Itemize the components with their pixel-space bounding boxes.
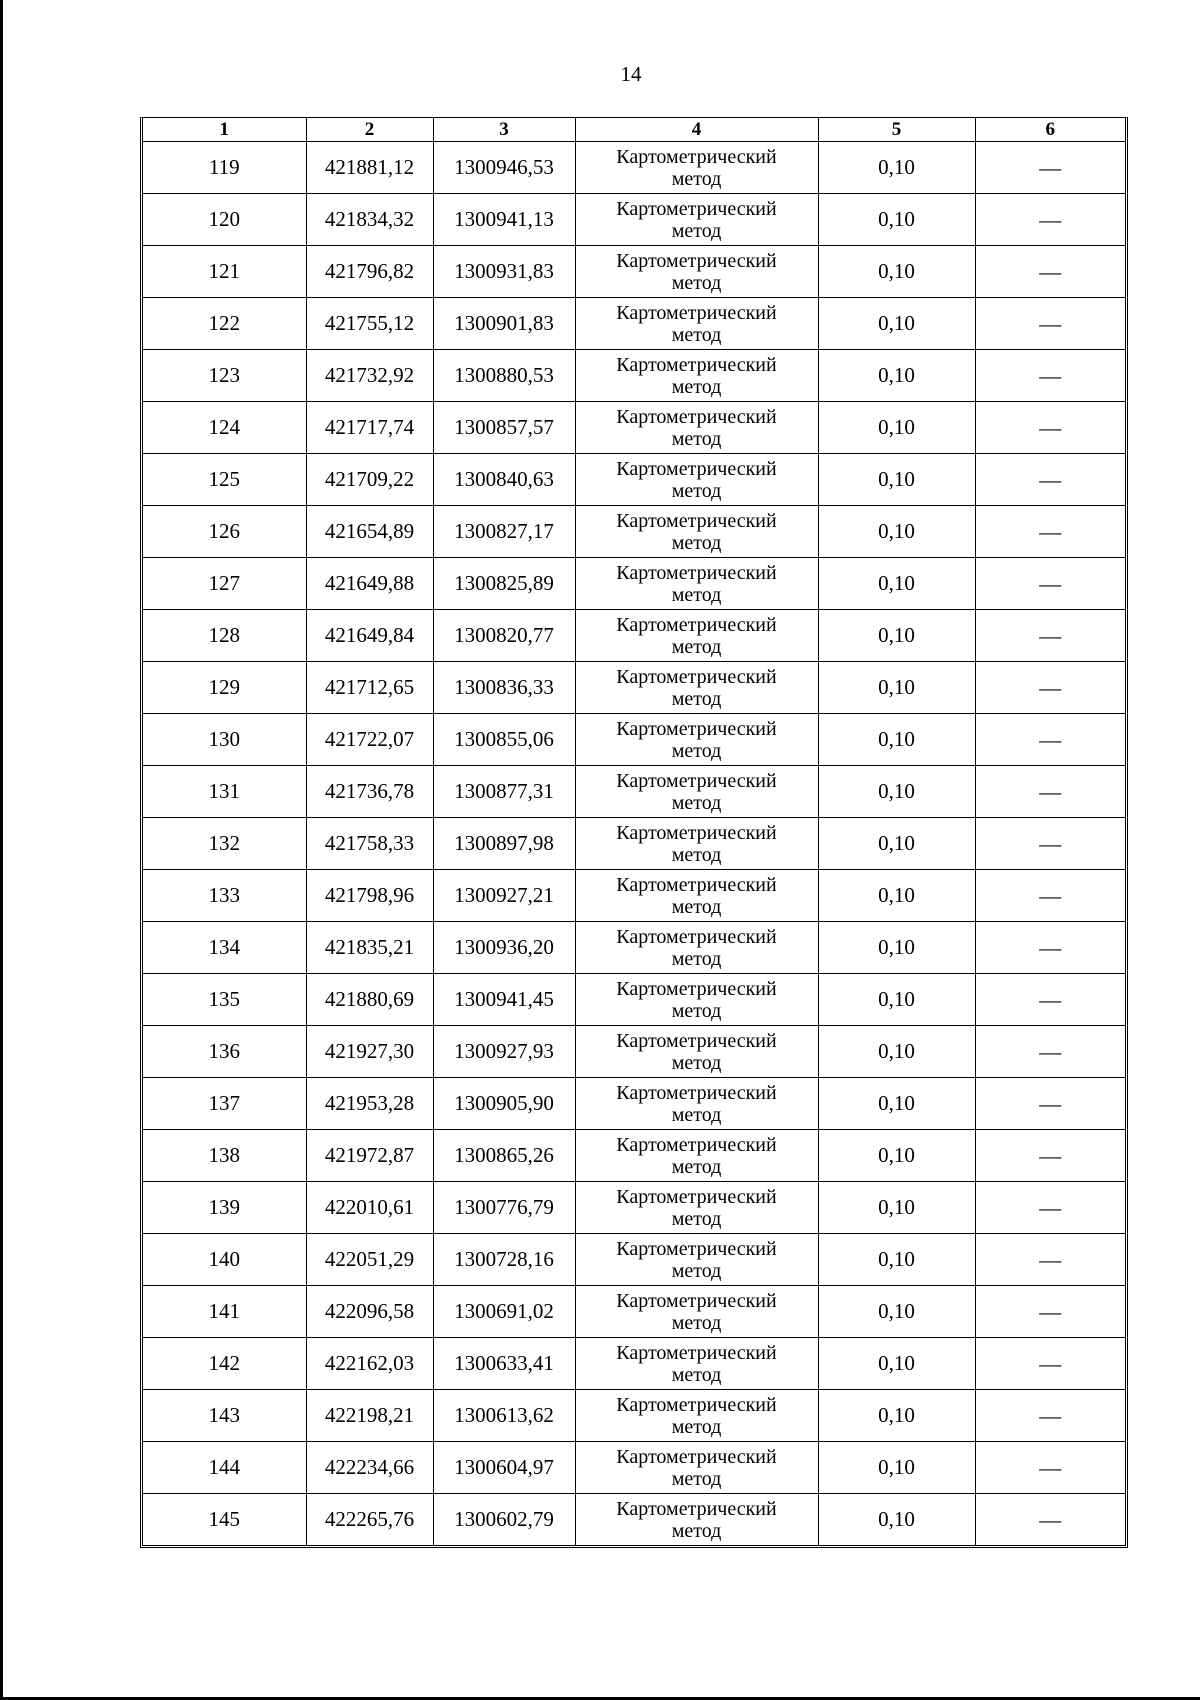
point-number-cell: 136 xyxy=(143,1026,306,1078)
method-line-2: метод xyxy=(671,323,722,346)
method-cell xyxy=(575,1078,818,1130)
note-cell: — xyxy=(975,818,1125,870)
column-header-6: 6 xyxy=(975,118,1125,142)
point-number-cell: 134 xyxy=(143,922,306,974)
point-number-cell: 142 xyxy=(143,1338,306,1390)
table-body xyxy=(143,142,1125,1546)
method-line-2: метод xyxy=(671,1207,722,1230)
y-coordinate-cell: 1300776,79 xyxy=(433,1182,575,1234)
table-row xyxy=(143,1338,1125,1390)
table-row xyxy=(143,558,1125,610)
x-coordinate-cell: 422010,61 xyxy=(306,1182,433,1234)
y-coordinate-cell: 1300936,20 xyxy=(433,922,575,974)
x-coordinate-cell: 421953,28 xyxy=(306,1078,433,1130)
table-row xyxy=(143,1078,1125,1130)
table-row xyxy=(143,1286,1125,1338)
method-line-1: Картометрический xyxy=(616,145,777,168)
point-number-cell: 139 xyxy=(143,1182,306,1234)
table-header-row xyxy=(143,118,1125,142)
note-cell: — xyxy=(975,1390,1125,1442)
note-cell: — xyxy=(975,974,1125,1026)
accuracy-cell: 0,10 xyxy=(818,1442,975,1494)
x-coordinate-cell: 422051,29 xyxy=(306,1234,433,1286)
method-line-2: метод xyxy=(671,635,722,658)
y-coordinate-cell: 1300865,26 xyxy=(433,1130,575,1182)
point-number-cell: 127 xyxy=(143,558,306,610)
method-line-1: Картометрический xyxy=(616,769,777,792)
accuracy-cell: 0,10 xyxy=(818,1390,975,1442)
accuracy-cell: 0,10 xyxy=(818,870,975,922)
x-coordinate-cell: 421717,74 xyxy=(306,402,433,454)
method-cell xyxy=(575,194,818,246)
point-number-cell: 140 xyxy=(143,1234,306,1286)
method-line-1: Картометрический xyxy=(616,561,777,584)
method-cell xyxy=(575,766,818,818)
point-number-cell: 128 xyxy=(143,610,306,662)
x-coordinate-cell: 421649,88 xyxy=(306,558,433,610)
method-line-2: метод xyxy=(671,1311,722,1334)
table-row xyxy=(143,766,1125,818)
y-coordinate-cell: 1300927,93 xyxy=(433,1026,575,1078)
method-line-1: Картометрический xyxy=(616,1081,777,1104)
table-row xyxy=(143,922,1125,974)
method-cell xyxy=(575,506,818,558)
note-cell: — xyxy=(975,246,1125,298)
method-line-1: Картометрический xyxy=(616,665,777,688)
point-number-cell: 123 xyxy=(143,350,306,402)
table-row xyxy=(143,1390,1125,1442)
note-cell: — xyxy=(975,766,1125,818)
method-line-1: Картометрический xyxy=(616,1341,777,1364)
method-cell xyxy=(575,246,818,298)
note-cell: — xyxy=(975,298,1125,350)
table-row xyxy=(143,1026,1125,1078)
table-row xyxy=(143,1442,1125,1494)
x-coordinate-cell: 421834,32 xyxy=(306,194,433,246)
table-row xyxy=(143,402,1125,454)
method-cell xyxy=(575,1026,818,1078)
accuracy-cell: 0,10 xyxy=(818,1286,975,1338)
note-cell: — xyxy=(975,1182,1125,1234)
method-cell xyxy=(575,1442,818,1494)
note-cell: — xyxy=(975,402,1125,454)
note-cell: — xyxy=(975,454,1125,506)
column-header-4: 4 xyxy=(575,118,818,142)
method-line-2: метод xyxy=(671,427,722,450)
method-cell xyxy=(575,870,818,922)
accuracy-cell: 0,10 xyxy=(818,766,975,818)
table-row xyxy=(143,974,1125,1026)
accuracy-cell: 0,10 xyxy=(818,1026,975,1078)
accuracy-cell: 0,10 xyxy=(818,714,975,766)
x-coordinate-cell: 421972,87 xyxy=(306,1130,433,1182)
table-row xyxy=(143,350,1125,402)
method-cell xyxy=(575,1494,818,1546)
point-number-cell: 120 xyxy=(143,194,306,246)
accuracy-cell: 0,10 xyxy=(818,1234,975,1286)
accuracy-cell: 0,10 xyxy=(818,558,975,610)
y-coordinate-cell: 1300602,79 xyxy=(433,1494,575,1546)
y-coordinate-cell: 1300901,83 xyxy=(433,298,575,350)
point-number-cell: 133 xyxy=(143,870,306,922)
method-cell xyxy=(575,1286,818,1338)
table-row xyxy=(143,870,1125,922)
method-line-1: Картометрический xyxy=(616,405,777,428)
method-line-1: Картометрический xyxy=(616,821,777,844)
y-coordinate-cell: 1300836,33 xyxy=(433,662,575,714)
table-row xyxy=(143,1494,1125,1546)
accuracy-cell: 0,10 xyxy=(818,662,975,714)
note-cell: — xyxy=(975,1338,1125,1390)
point-number-cell: 141 xyxy=(143,1286,306,1338)
accuracy-cell: 0,10 xyxy=(818,1182,975,1234)
method-line-1: Картометрический xyxy=(616,717,777,740)
method-line-2: метод xyxy=(671,791,722,814)
y-coordinate-cell: 1300691,02 xyxy=(433,1286,575,1338)
method-line-2: метод xyxy=(671,1259,722,1282)
method-line-1: Картометрический xyxy=(616,1029,777,1052)
method-line-2: метод xyxy=(671,739,722,762)
table-row xyxy=(143,1182,1125,1234)
point-number-cell: 143 xyxy=(143,1390,306,1442)
point-number-cell: 137 xyxy=(143,1078,306,1130)
y-coordinate-cell: 1300855,06 xyxy=(433,714,575,766)
method-cell xyxy=(575,922,818,974)
x-coordinate-cell: 421712,65 xyxy=(306,662,433,714)
note-cell: — xyxy=(975,610,1125,662)
method-cell xyxy=(575,818,818,870)
note-cell: — xyxy=(975,662,1125,714)
method-line-1: Картометрический xyxy=(616,1289,777,1312)
method-cell xyxy=(575,1182,818,1234)
method-line-2: метод xyxy=(671,1103,722,1126)
method-line-1: Картометрический xyxy=(616,977,777,1000)
table-row xyxy=(143,610,1125,662)
x-coordinate-cell: 421709,22 xyxy=(306,454,433,506)
point-number-cell: 145 xyxy=(143,1494,306,1546)
x-coordinate-cell: 421732,92 xyxy=(306,350,433,402)
method-line-1: Картометрический xyxy=(616,301,777,324)
method-cell xyxy=(575,402,818,454)
accuracy-cell: 0,10 xyxy=(818,1494,975,1546)
x-coordinate-cell: 422198,21 xyxy=(306,1390,433,1442)
table-row xyxy=(143,818,1125,870)
method-line-2: метод xyxy=(671,271,722,294)
point-number-cell: 130 xyxy=(143,714,306,766)
method-cell xyxy=(575,1234,818,1286)
coordinates-table-frame xyxy=(140,117,1128,1548)
method-line-2: метод xyxy=(671,479,722,502)
point-number-cell: 122 xyxy=(143,298,306,350)
x-coordinate-cell: 421798,96 xyxy=(306,870,433,922)
note-cell: — xyxy=(975,1234,1125,1286)
table-row xyxy=(143,298,1125,350)
column-header-2: 2 xyxy=(306,118,433,142)
note-cell: — xyxy=(975,922,1125,974)
accuracy-cell: 0,10 xyxy=(818,1078,975,1130)
method-cell xyxy=(575,974,818,1026)
method-line-2: метод xyxy=(671,895,722,918)
x-coordinate-cell: 421835,21 xyxy=(306,922,433,974)
method-line-2: метод xyxy=(671,167,722,190)
accuracy-cell: 0,10 xyxy=(818,350,975,402)
note-cell: — xyxy=(975,1442,1125,1494)
column-header-5: 5 xyxy=(818,118,975,142)
point-number-cell: 124 xyxy=(143,402,306,454)
scan-left-edge xyxy=(0,0,3,1700)
method-line-1: Картометрический xyxy=(616,197,777,220)
method-line-1: Картометрический xyxy=(616,1185,777,1208)
method-line-1: Картометрический xyxy=(616,249,777,272)
method-cell xyxy=(575,1338,818,1390)
method-cell xyxy=(575,714,818,766)
method-line-1: Картометрический xyxy=(616,925,777,948)
y-coordinate-cell: 1300857,57 xyxy=(433,402,575,454)
point-number-cell: 144 xyxy=(143,1442,306,1494)
table-row xyxy=(143,1130,1125,1182)
method-line-2: метод xyxy=(671,1363,722,1386)
note-cell: — xyxy=(975,1026,1125,1078)
note-cell: — xyxy=(975,1130,1125,1182)
note-cell: — xyxy=(975,558,1125,610)
page-number: 14 xyxy=(620,62,642,86)
point-number-cell: 119 xyxy=(143,142,306,194)
method-line-2: метод xyxy=(671,375,722,398)
point-number-cell: 135 xyxy=(143,974,306,1026)
y-coordinate-cell: 1300941,13 xyxy=(433,194,575,246)
note-cell: — xyxy=(975,194,1125,246)
x-coordinate-cell: 421649,84 xyxy=(306,610,433,662)
y-coordinate-cell: 1300613,62 xyxy=(433,1390,575,1442)
x-coordinate-cell: 422162,03 xyxy=(306,1338,433,1390)
x-coordinate-cell: 421796,82 xyxy=(306,246,433,298)
method-line-2: метод xyxy=(671,843,722,866)
method-line-2: метод xyxy=(671,219,722,242)
x-coordinate-cell: 421755,12 xyxy=(306,298,433,350)
method-line-1: Картометрический xyxy=(616,1497,777,1520)
method-cell xyxy=(575,298,818,350)
y-coordinate-cell: 1300941,45 xyxy=(433,974,575,1026)
y-coordinate-cell: 1300820,77 xyxy=(433,610,575,662)
method-line-2: метод xyxy=(671,1467,722,1490)
y-coordinate-cell: 1300840,63 xyxy=(433,454,575,506)
y-coordinate-cell: 1300946,53 xyxy=(433,142,575,194)
x-coordinate-cell: 421722,07 xyxy=(306,714,433,766)
note-cell: — xyxy=(975,1494,1125,1546)
x-coordinate-cell: 421758,33 xyxy=(306,818,433,870)
accuracy-cell: 0,10 xyxy=(818,974,975,1026)
note-cell: — xyxy=(975,870,1125,922)
y-coordinate-cell: 1300931,83 xyxy=(433,246,575,298)
method-line-1: Картометрический xyxy=(616,1445,777,1468)
accuracy-cell: 0,10 xyxy=(818,610,975,662)
y-coordinate-cell: 1300877,31 xyxy=(433,766,575,818)
y-coordinate-cell: 1300880,53 xyxy=(433,350,575,402)
table-row xyxy=(143,142,1125,194)
point-number-cell: 138 xyxy=(143,1130,306,1182)
y-coordinate-cell: 1300633,41 xyxy=(433,1338,575,1390)
y-coordinate-cell: 1300728,16 xyxy=(433,1234,575,1286)
method-line-1: Картометрический xyxy=(616,873,777,896)
y-coordinate-cell: 1300897,98 xyxy=(433,818,575,870)
x-coordinate-cell: 422234,66 xyxy=(306,1442,433,1494)
y-coordinate-cell: 1300604,97 xyxy=(433,1442,575,1494)
method-cell xyxy=(575,1390,818,1442)
table-row xyxy=(143,246,1125,298)
accuracy-cell: 0,10 xyxy=(818,194,975,246)
table-row xyxy=(143,1234,1125,1286)
method-cell xyxy=(575,454,818,506)
coordinates-table xyxy=(143,118,1125,1545)
method-cell xyxy=(575,1130,818,1182)
note-cell: — xyxy=(975,1078,1125,1130)
note-cell: — xyxy=(975,350,1125,402)
point-number-cell: 131 xyxy=(143,766,306,818)
note-cell: — xyxy=(975,506,1125,558)
y-coordinate-cell: 1300905,90 xyxy=(433,1078,575,1130)
table-row xyxy=(143,662,1125,714)
method-cell xyxy=(575,558,818,610)
method-line-2: метод xyxy=(671,1051,722,1074)
method-line-1: Картометрический xyxy=(616,457,777,480)
method-cell xyxy=(575,142,818,194)
method-line-1: Картометрический xyxy=(616,509,777,532)
x-coordinate-cell: 422096,58 xyxy=(306,1286,433,1338)
method-line-2: метод xyxy=(671,687,722,710)
column-header-3: 3 xyxy=(433,118,575,142)
point-number-cell: 121 xyxy=(143,246,306,298)
accuracy-cell: 0,10 xyxy=(818,506,975,558)
note-cell: — xyxy=(975,1286,1125,1338)
method-line-1: Картометрический xyxy=(616,1393,777,1416)
table-row xyxy=(143,194,1125,246)
table-row xyxy=(143,714,1125,766)
method-line-1: Картометрический xyxy=(616,1133,777,1156)
y-coordinate-cell: 1300927,21 xyxy=(433,870,575,922)
point-number-cell: 126 xyxy=(143,506,306,558)
accuracy-cell: 0,10 xyxy=(818,246,975,298)
method-cell xyxy=(575,610,818,662)
method-cell xyxy=(575,350,818,402)
accuracy-cell: 0,10 xyxy=(818,1130,975,1182)
point-number-cell: 125 xyxy=(143,454,306,506)
method-line-1: Картометрический xyxy=(616,1237,777,1260)
method-line-2: метод xyxy=(671,999,722,1022)
method-line-2: метод xyxy=(671,583,722,606)
accuracy-cell: 0,10 xyxy=(818,922,975,974)
y-coordinate-cell: 1300827,17 xyxy=(433,506,575,558)
x-coordinate-cell: 421880,69 xyxy=(306,974,433,1026)
method-line-2: метод xyxy=(671,531,722,554)
method-line-1: Картометрический xyxy=(616,613,777,636)
accuracy-cell: 0,10 xyxy=(818,454,975,506)
x-coordinate-cell: 421927,30 xyxy=(306,1026,433,1078)
accuracy-cell: 0,10 xyxy=(818,402,975,454)
method-line-2: метод xyxy=(671,1155,722,1178)
point-number-cell: 129 xyxy=(143,662,306,714)
x-coordinate-cell: 422265,76 xyxy=(306,1494,433,1546)
column-header-1: 1 xyxy=(143,118,306,142)
method-cell xyxy=(575,662,818,714)
table-row xyxy=(143,454,1125,506)
y-coordinate-cell: 1300825,89 xyxy=(433,558,575,610)
x-coordinate-cell: 421881,12 xyxy=(306,142,433,194)
point-number-cell: 132 xyxy=(143,818,306,870)
x-coordinate-cell: 421654,89 xyxy=(306,506,433,558)
method-line-2: метод xyxy=(671,1519,722,1542)
accuracy-cell: 0,10 xyxy=(818,142,975,194)
table-row xyxy=(143,506,1125,558)
note-cell: — xyxy=(975,142,1125,194)
accuracy-cell: 0,10 xyxy=(818,298,975,350)
x-coordinate-cell: 421736,78 xyxy=(306,766,433,818)
method-line-1: Картометрический xyxy=(616,353,777,376)
method-line-2: метод xyxy=(671,947,722,970)
note-cell: — xyxy=(975,714,1125,766)
method-line-2: метод xyxy=(671,1415,722,1438)
accuracy-cell: 0,10 xyxy=(818,818,975,870)
accuracy-cell: 0,10 xyxy=(818,1338,975,1390)
